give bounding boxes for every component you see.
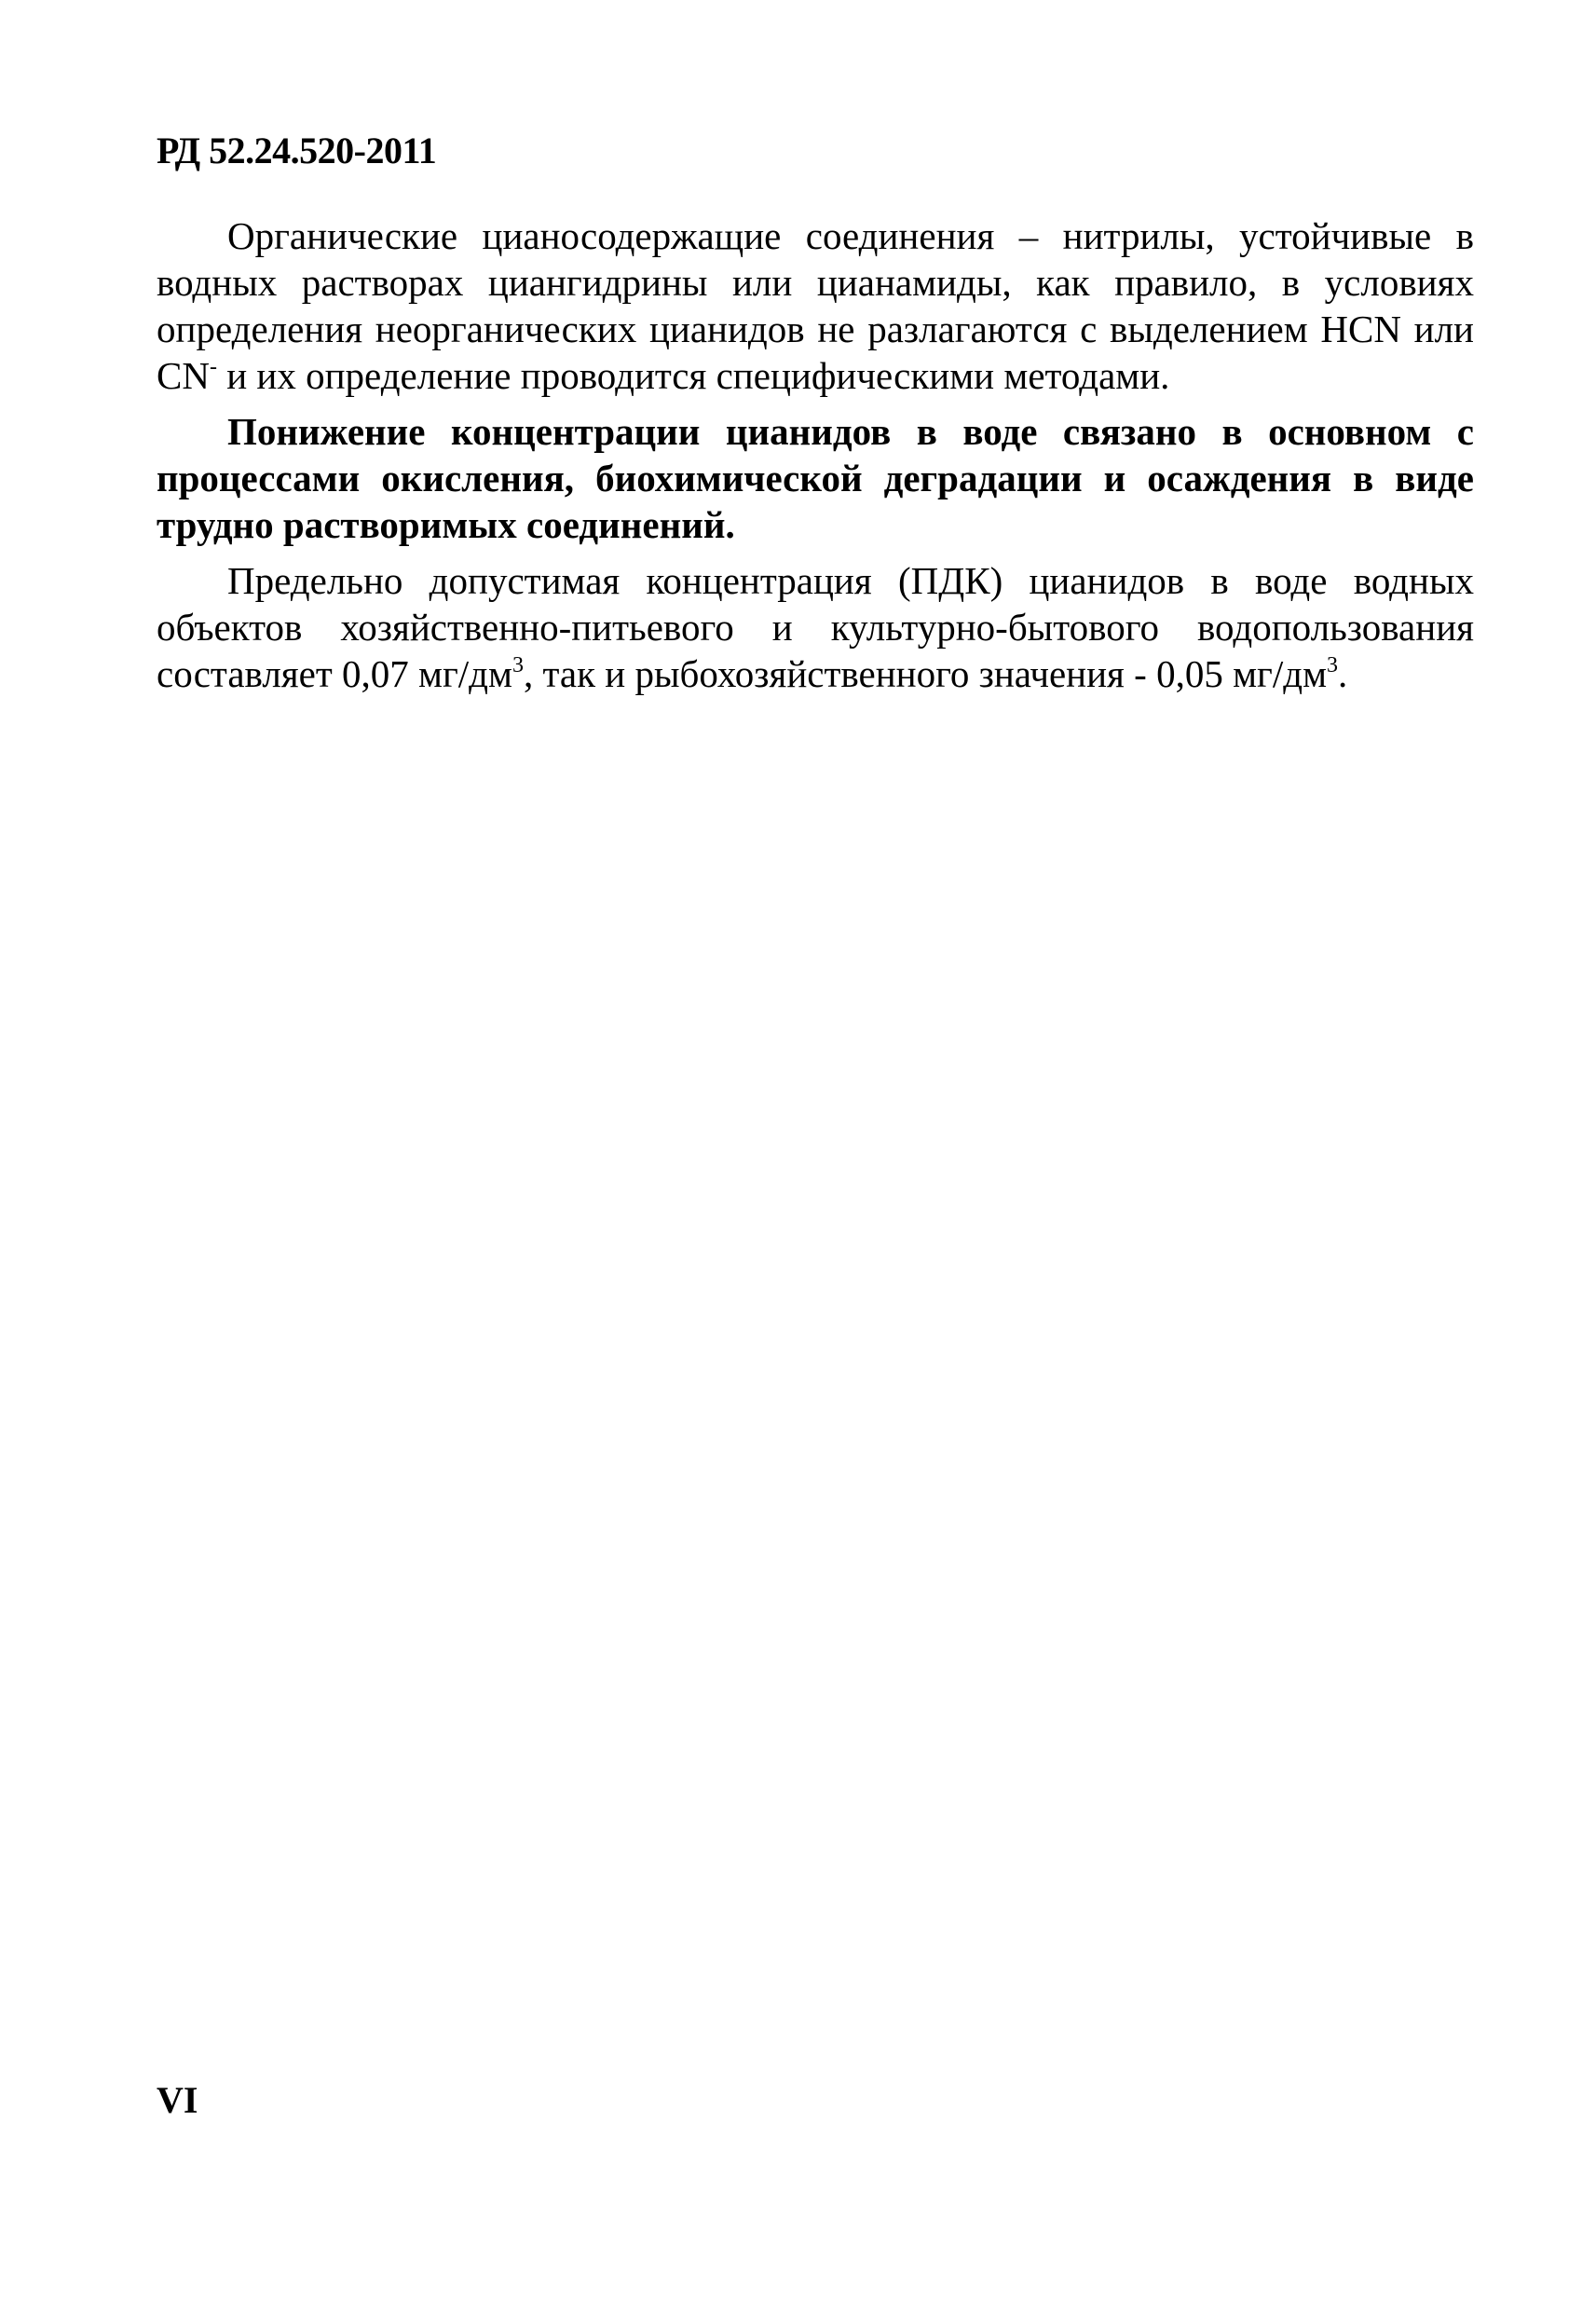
paragraph-1-tail: и их определение проводится специфическими методами. [216,354,1170,397]
paragraph-concentration-decrease [157,408,1474,548]
paragraph-1-superscript: - [209,355,217,379]
paragraph-mpc [157,557,1474,697]
paragraph-3-tail: . [1338,652,1348,695]
paragraph-3-text: Предельно допустимая концентрация (ПДК) цианидов в воде водных объектов хозяйственно-питьевого и культурно-бытового водопользования составляет 0,07 мг/дм [157,559,1474,695]
paragraph-1-text: Органические цианосодержащие соединения – нитрилы, устойчивые в водных растворах циангидрины или цианамиды, как правило, в условиях определения неорганических цианидов не разлагаются с выделением HCN или CN [157,214,1474,397]
paragraph-3-middle: , так и рыбохозяйственного значения - 0,05 мг/дм [524,652,1328,695]
document-code: РД 52.24.520-2011 [157,130,437,171]
body-text [157,212,1474,701]
page-number: VI [157,2079,198,2121]
paragraph-3-superscript-2: 3 [1327,653,1339,677]
paragraph-3-superscript-1: 3 [512,653,524,677]
paragraph-2-text: Понижение концентрации цианидов в воде связано в основном с процессами окисления, биохимической деградации и осаждения в виде трудно растворимых соединений. [157,410,1474,546]
paragraph-organic-cyano-compounds [157,212,1474,399]
